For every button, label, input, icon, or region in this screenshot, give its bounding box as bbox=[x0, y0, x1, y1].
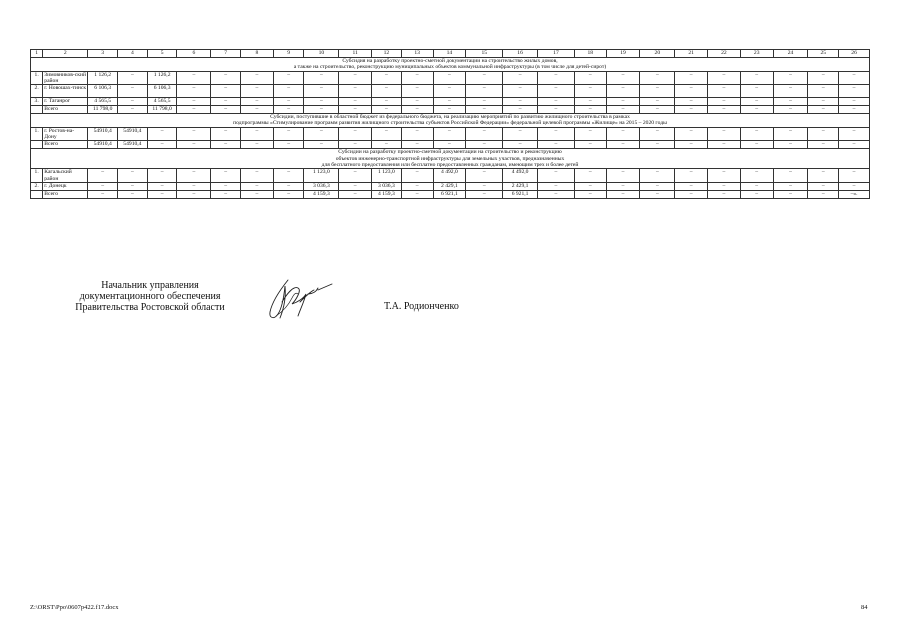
column-number-cell: 18 bbox=[574, 50, 606, 58]
value-cell: – bbox=[606, 98, 640, 106]
value-cell: – bbox=[372, 141, 402, 149]
section-title-line: Субсидия на разработку проектно-сметной документации на строительство жилых домов, bbox=[342, 58, 558, 64]
footer-file-path: Z:\ORST\Ppo\0607p422.f17.docx bbox=[30, 604, 119, 611]
value-cell: – bbox=[273, 190, 304, 198]
column-number-cell: 10 bbox=[304, 50, 339, 58]
value-cell: – bbox=[118, 98, 148, 106]
value-cell: – bbox=[240, 141, 273, 149]
column-number-cell: 19 bbox=[606, 50, 640, 58]
table-row bbox=[31, 190, 870, 198]
value-cell: – bbox=[574, 141, 606, 149]
value-cell: – bbox=[211, 85, 241, 98]
value-cell: – bbox=[773, 85, 808, 98]
value-cell: 4 565,5 bbox=[147, 98, 177, 106]
column-number-cell: 4 bbox=[118, 50, 148, 58]
value-cell: – bbox=[118, 85, 148, 98]
value-cell: – bbox=[640, 141, 675, 149]
section-title bbox=[31, 114, 870, 128]
value-cell: – bbox=[675, 182, 708, 190]
value-cell: – bbox=[372, 71, 402, 85]
value-cell: – bbox=[606, 190, 640, 198]
section-title bbox=[31, 149, 870, 169]
column-number-cell: 22 bbox=[708, 50, 741, 58]
column-number-cell: 11 bbox=[339, 50, 372, 58]
row-name-cell: г. Ростов-на-Дону bbox=[43, 127, 88, 141]
value-cell: – bbox=[401, 71, 433, 85]
column-number-cell: 16 bbox=[503, 50, 538, 58]
value-cell: – bbox=[640, 71, 675, 85]
value-cell: – bbox=[606, 182, 640, 190]
value-cell: – bbox=[839, 182, 870, 190]
value-cell: – bbox=[708, 85, 741, 98]
value-cell: – bbox=[708, 182, 741, 190]
table-row bbox=[31, 98, 870, 106]
row-number-cell bbox=[31, 141, 43, 149]
value-cell: – bbox=[708, 141, 741, 149]
value-cell: – bbox=[675, 190, 708, 198]
value-cell: – bbox=[675, 85, 708, 98]
value-cell: – bbox=[773, 71, 808, 85]
value-cell: – bbox=[211, 190, 241, 198]
table-row bbox=[31, 127, 870, 141]
value-cell: 54910,4 bbox=[88, 141, 118, 149]
value-cell: – bbox=[538, 127, 575, 141]
value-cell: – bbox=[839, 141, 870, 149]
value-cell: – bbox=[574, 85, 606, 98]
value-cell: – bbox=[88, 182, 118, 190]
value-cell: – bbox=[304, 106, 339, 114]
value-cell: – bbox=[372, 98, 402, 106]
value-cell: 1 123,0 bbox=[372, 169, 402, 183]
value-cell: – bbox=[839, 169, 870, 183]
value-cell: – bbox=[708, 106, 741, 114]
value-cell: – bbox=[675, 71, 708, 85]
value-cell: – bbox=[640, 182, 675, 190]
value-cell: – bbox=[503, 71, 538, 85]
value-cell: – bbox=[211, 106, 241, 114]
value-cell: 11 798,0 bbox=[88, 106, 118, 114]
value-cell: 54910,4 bbox=[118, 127, 148, 141]
row-number-cell: 2. bbox=[31, 85, 43, 98]
value-cell: – bbox=[640, 127, 675, 141]
value-cell: – bbox=[211, 71, 241, 85]
value-cell: – bbox=[273, 127, 304, 141]
handwritten-signature bbox=[258, 272, 348, 332]
value-cell: – bbox=[401, 85, 433, 98]
value-cell: – bbox=[606, 127, 640, 141]
column-number-cell: 24 bbox=[773, 50, 808, 58]
value-cell: 54910,4 bbox=[88, 127, 118, 141]
value-cell: – bbox=[466, 98, 503, 106]
row-name-cell: Зимовников-ский район bbox=[44, 71, 86, 84]
value-cell: – bbox=[773, 169, 808, 183]
value-cell: – bbox=[147, 141, 177, 149]
value-cell: 6 921,1 bbox=[503, 190, 538, 198]
value-cell: 6 106,3 bbox=[88, 85, 118, 98]
value-cell: – bbox=[273, 98, 304, 106]
table-row bbox=[31, 141, 870, 149]
section-title-line: Субсидии на разработку проектно-сметной документации на строительство и реконструкцию bbox=[338, 149, 562, 156]
value-cell: 4 565,5 bbox=[88, 98, 118, 106]
table-row bbox=[31, 106, 870, 114]
value-cell: – bbox=[808, 127, 839, 141]
row-number-cell bbox=[31, 190, 43, 198]
value-cell: – bbox=[433, 127, 466, 141]
value-cell: – bbox=[339, 169, 372, 183]
value-cell: – bbox=[574, 190, 606, 198]
value-cell: – bbox=[177, 141, 211, 149]
value-cell: – bbox=[240, 127, 273, 141]
value-cell: – bbox=[839, 85, 870, 98]
row-number-cell: 2. bbox=[31, 182, 43, 190]
value-cell: – bbox=[675, 141, 708, 149]
value-cell: – bbox=[708, 169, 741, 183]
value-cell: – bbox=[606, 85, 640, 98]
value-cell: – bbox=[538, 71, 575, 85]
value-cell: – bbox=[433, 71, 466, 85]
value-cell: – bbox=[640, 85, 675, 98]
value-cell: – bbox=[538, 141, 575, 149]
section-title-line: Субсидии, поступившие в областной бюджет из федерального бюджета, на реализацию мероприятий по развитию жилищного строительства в рамках bbox=[270, 114, 630, 121]
value-cell: – bbox=[574, 182, 606, 190]
row-name-cell: Всего bbox=[43, 190, 88, 198]
value-cell: 4 492,0 bbox=[503, 169, 538, 183]
value-cell: – bbox=[675, 127, 708, 141]
value-cell: – bbox=[574, 71, 606, 85]
value-cell: 54910,4 bbox=[118, 141, 148, 149]
value-cell: – bbox=[339, 127, 372, 141]
value-cell: – bbox=[433, 98, 466, 106]
row-name-cell: г. Таганрог bbox=[43, 98, 88, 106]
value-cell: – bbox=[147, 127, 177, 141]
value-cell: – bbox=[606, 71, 640, 85]
value-cell: – bbox=[339, 190, 372, 198]
value-cell: – bbox=[773, 190, 808, 198]
value-cell: – bbox=[740, 169, 773, 183]
value-cell: – bbox=[675, 169, 708, 183]
value-cell: – bbox=[808, 71, 839, 85]
column-number-cell: 21 bbox=[675, 50, 708, 58]
column-number-cell: 6 bbox=[177, 50, 211, 58]
value-cell: – bbox=[773, 127, 808, 141]
value-cell: – bbox=[839, 127, 870, 141]
value-cell: 4 492,0 bbox=[433, 169, 466, 183]
table-row bbox=[31, 71, 870, 85]
value-cell: – bbox=[147, 190, 177, 198]
value-cell: – bbox=[808, 98, 839, 106]
value-cell: – bbox=[466, 190, 503, 198]
value-cell: 2 429,1 bbox=[433, 182, 466, 190]
value-cell: – bbox=[372, 127, 402, 141]
value-cell: – bbox=[640, 106, 675, 114]
value-cell: – bbox=[606, 169, 640, 183]
value-cell: – bbox=[466, 169, 503, 183]
value-cell: 1 126,2 bbox=[88, 71, 118, 85]
value-cell: 3 036,3 bbox=[372, 182, 402, 190]
value-cell: – bbox=[339, 98, 372, 106]
value-cell: – bbox=[339, 182, 372, 190]
value-cell: – bbox=[147, 169, 177, 183]
value-cell: – bbox=[273, 141, 304, 149]
column-number-cell: 14 bbox=[433, 50, 466, 58]
signatory-name: Т.А. Родионченко bbox=[384, 301, 459, 312]
value-cell: – bbox=[177, 169, 211, 183]
value-cell: – bbox=[273, 182, 304, 190]
value-cell: – bbox=[574, 98, 606, 106]
value-cell: – bbox=[401, 106, 433, 114]
value-cell: – bbox=[503, 106, 538, 114]
column-number-cell: 8 bbox=[240, 50, 273, 58]
value-cell: – bbox=[88, 169, 118, 183]
value-cell: 1 126,2 bbox=[147, 71, 177, 85]
value-cell: – bbox=[640, 169, 675, 183]
value-cell: – bbox=[304, 71, 339, 85]
value-cell: – bbox=[240, 106, 273, 114]
value-cell: – bbox=[740, 98, 773, 106]
value-cell: – bbox=[118, 182, 148, 190]
value-cell: 2 429,1 bbox=[503, 182, 538, 190]
column-number-cell: 12 bbox=[372, 50, 402, 58]
value-cell: 6 106,3 bbox=[147, 85, 177, 98]
value-cell: – bbox=[640, 190, 675, 198]
column-number-cell: 23 bbox=[740, 50, 773, 58]
section-title bbox=[31, 58, 870, 72]
value-cell: – bbox=[574, 127, 606, 141]
value-cell: – bbox=[574, 106, 606, 114]
section-title-line: для бесплатного предоставления или бесплатно предоставленных гражданам, имеющим трех и более детей bbox=[321, 161, 579, 168]
row-name-cell: Всего bbox=[43, 141, 88, 149]
column-number-cell: 2 bbox=[43, 50, 88, 58]
value-cell: – bbox=[401, 98, 433, 106]
value-cell: 11 798,0 bbox=[147, 106, 177, 114]
value-cell: – bbox=[240, 169, 273, 183]
value-cell: – bbox=[466, 127, 503, 141]
row-name-cell: г. Новошах-тинск bbox=[43, 85, 88, 98]
value-cell: – bbox=[808, 85, 839, 98]
value-cell: – bbox=[88, 190, 118, 198]
value-cell: – bbox=[503, 98, 538, 106]
value-cell: – bbox=[773, 141, 808, 149]
value-cell: – bbox=[708, 190, 741, 198]
value-cell: – bbox=[372, 106, 402, 114]
value-cell: 1 123,0 bbox=[304, 169, 339, 183]
column-number-cell: 26 bbox=[839, 50, 870, 58]
value-cell: 4 159,3 bbox=[372, 190, 402, 198]
value-cell: – bbox=[433, 141, 466, 149]
value-cell: – bbox=[538, 182, 575, 190]
row-number-cell bbox=[31, 106, 43, 114]
value-cell: – bbox=[339, 85, 372, 98]
value-cell: – bbox=[808, 141, 839, 149]
column-number-cell: 20 bbox=[640, 50, 675, 58]
value-cell: – bbox=[240, 98, 273, 106]
value-cell: – bbox=[808, 106, 839, 114]
column-number-cell: 13 bbox=[401, 50, 433, 58]
value-cell: – bbox=[372, 85, 402, 98]
value-cell: – bbox=[839, 98, 870, 106]
value-cell: – bbox=[401, 190, 433, 198]
value-cell: – bbox=[538, 169, 575, 183]
signatory-position-line: Начальник управления bbox=[101, 280, 199, 291]
value-cell: – bbox=[708, 127, 741, 141]
row-name-cell: г. Донецк bbox=[43, 182, 88, 190]
value-cell: – bbox=[273, 169, 304, 183]
value-cell: – bbox=[118, 71, 148, 85]
value-cell: – bbox=[466, 141, 503, 149]
value-cell: – bbox=[503, 127, 538, 141]
column-number-cell: 7 bbox=[211, 50, 241, 58]
value-cell: – bbox=[211, 141, 241, 149]
column-number-cell: 15 bbox=[466, 50, 503, 58]
value-cell: – bbox=[240, 71, 273, 85]
value-cell: – bbox=[240, 182, 273, 190]
value-cell: – bbox=[503, 85, 538, 98]
value-cell: – bbox=[606, 141, 640, 149]
value-cell: – bbox=[177, 71, 211, 85]
value-cell: – bbox=[538, 85, 575, 98]
value-cell: – bbox=[538, 190, 575, 198]
value-cell: – bbox=[147, 182, 177, 190]
value-cell: – bbox=[339, 106, 372, 114]
value-cell: – bbox=[606, 106, 640, 114]
row-number-cell: 1. bbox=[31, 127, 43, 141]
value-cell: – bbox=[675, 106, 708, 114]
table-row bbox=[31, 169, 870, 183]
value-cell: – bbox=[177, 106, 211, 114]
value-cell: – bbox=[839, 106, 870, 114]
page-number: 84 bbox=[861, 604, 868, 611]
value-cell: – bbox=[740, 71, 773, 85]
value-cell: – bbox=[466, 182, 503, 190]
value-cell: – bbox=[177, 182, 211, 190]
value-cell: – bbox=[773, 182, 808, 190]
value-cell: – bbox=[773, 106, 808, 114]
section-title-line: подпрограммы «Стимулирование программ развития жилищного строительства субъектов Российской Федерации» федеральной целевой программы «Жилище» на 2015 – 2020 годы bbox=[233, 120, 667, 127]
value-cell: – bbox=[466, 106, 503, 114]
value-cell: – bbox=[177, 190, 211, 198]
value-cell: – bbox=[118, 190, 148, 198]
signatory-position-line: Правительства Ростовской области bbox=[75, 302, 225, 313]
value-cell: – bbox=[401, 127, 433, 141]
value-cell: – bbox=[740, 182, 773, 190]
value-cell: – bbox=[466, 71, 503, 85]
value-cell: – bbox=[118, 106, 148, 114]
value-cell: – bbox=[740, 141, 773, 149]
value-cell: – bbox=[740, 190, 773, 198]
column-number-cell: 25 bbox=[808, 50, 839, 58]
value-cell: – bbox=[503, 141, 538, 149]
value-cell: – bbox=[740, 127, 773, 141]
value-cell: –». bbox=[839, 190, 870, 198]
value-cell: – bbox=[574, 169, 606, 183]
value-cell: 4 159,3 bbox=[304, 190, 339, 198]
value-cell: – bbox=[839, 71, 870, 85]
value-cell: – bbox=[240, 190, 273, 198]
value-cell: – bbox=[708, 71, 741, 85]
row-number-cell: 3. bbox=[31, 98, 43, 106]
value-cell: – bbox=[401, 182, 433, 190]
section-title-line: а также на строительство, реконструкцию муниципальных объектов коммунальной инфраструктуры (в том числе для детей-сирот) bbox=[293, 64, 607, 71]
value-cell: – bbox=[211, 127, 241, 141]
value-cell: – bbox=[273, 71, 304, 85]
value-cell: – bbox=[273, 85, 304, 98]
value-cell: – bbox=[740, 106, 773, 114]
value-cell: – bbox=[466, 85, 503, 98]
section-title-line: объектов инженерно-транспортной инфраструктуры для земельных участков, предназначенных bbox=[335, 155, 565, 162]
value-cell: – bbox=[675, 98, 708, 106]
signatory-position bbox=[40, 280, 260, 313]
table-row bbox=[31, 182, 870, 190]
value-cell: 3 036,3 bbox=[304, 182, 339, 190]
value-cell: – bbox=[538, 98, 575, 106]
data-table bbox=[30, 49, 870, 199]
value-cell: – bbox=[339, 71, 372, 85]
value-cell: – bbox=[304, 85, 339, 98]
column-number-cell: 3 bbox=[88, 50, 118, 58]
value-cell: – bbox=[808, 190, 839, 198]
value-cell: – bbox=[177, 85, 211, 98]
value-cell: – bbox=[401, 141, 433, 149]
row-number-cell: 1. bbox=[31, 169, 43, 183]
value-cell: – bbox=[240, 85, 273, 98]
column-number-cell: 17 bbox=[538, 50, 575, 58]
value-cell: – bbox=[177, 98, 211, 106]
column-number-cell: 1 bbox=[31, 50, 43, 58]
value-cell: – bbox=[118, 169, 148, 183]
value-cell: – bbox=[708, 98, 741, 106]
value-cell: – bbox=[740, 85, 773, 98]
value-cell: – bbox=[401, 169, 433, 183]
value-cell: – bbox=[304, 98, 339, 106]
value-cell: – bbox=[773, 98, 808, 106]
value-cell: – bbox=[211, 182, 241, 190]
table-row bbox=[31, 85, 870, 98]
row-number-cell: 1. bbox=[31, 71, 43, 85]
value-cell: – bbox=[808, 182, 839, 190]
value-cell: – bbox=[433, 85, 466, 98]
row-name-cell: Кагальский район bbox=[43, 169, 88, 183]
value-cell: – bbox=[304, 127, 339, 141]
value-cell: – bbox=[339, 141, 372, 149]
value-cell: – bbox=[640, 98, 675, 106]
value-cell: – bbox=[538, 106, 575, 114]
value-cell: – bbox=[808, 169, 839, 183]
value-cell: – bbox=[211, 98, 241, 106]
column-number-cell: 9 bbox=[273, 50, 304, 58]
value-cell: – bbox=[433, 106, 466, 114]
row-name-cell: Всего bbox=[43, 106, 88, 114]
value-cell: – bbox=[177, 127, 211, 141]
value-cell: – bbox=[273, 106, 304, 114]
column-number-cell: 5 bbox=[147, 50, 177, 58]
signatory-position-line: документационного обеспечения bbox=[79, 291, 221, 302]
value-cell: 6 921,1 bbox=[433, 190, 466, 198]
value-cell: – bbox=[304, 141, 339, 149]
value-cell: – bbox=[211, 169, 241, 183]
